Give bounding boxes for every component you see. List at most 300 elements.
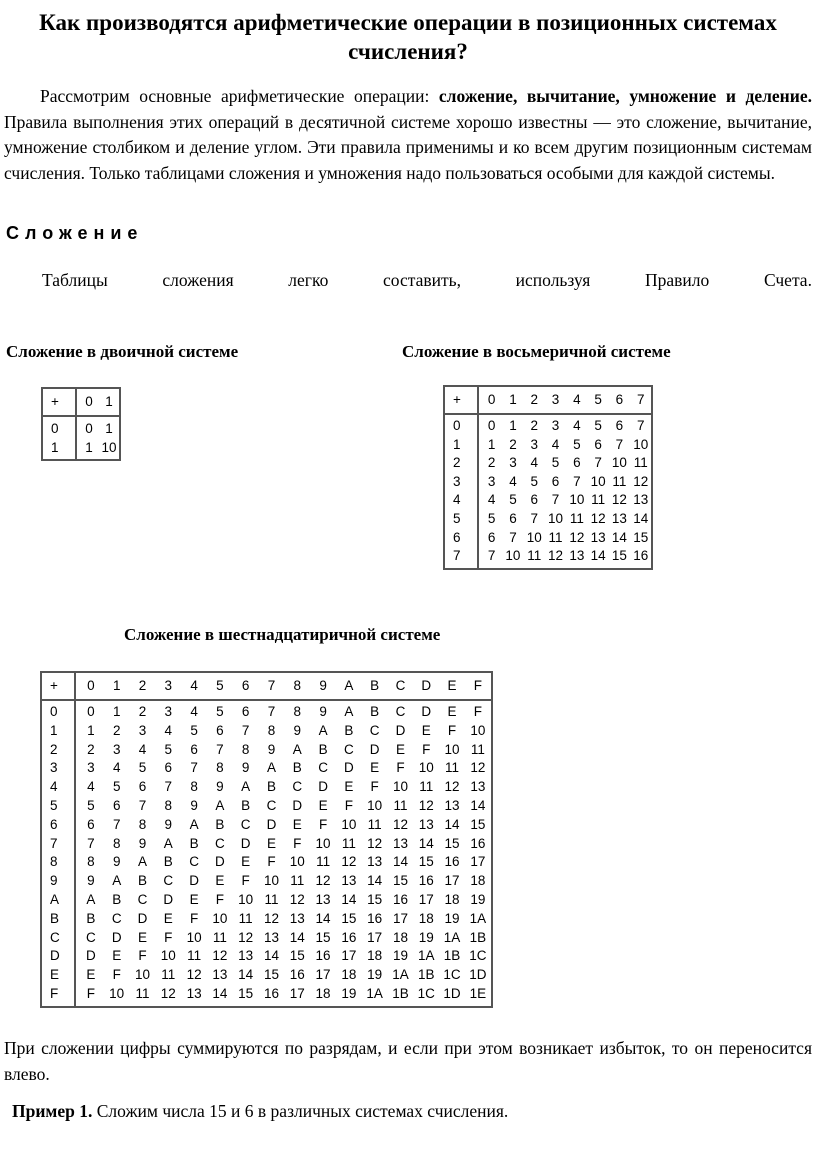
binary-sum-cell: 1 bbox=[85, 440, 93, 455]
hex-sum-cell: 11 bbox=[316, 854, 331, 870]
hex-row-label: 9 bbox=[50, 873, 58, 889]
octal-sum-cell: 5 bbox=[530, 473, 538, 489]
octal-row-label: 6 bbox=[453, 529, 461, 545]
hex-sum-cell: 19 bbox=[367, 967, 383, 983]
hex-sum-cell: 5 bbox=[138, 760, 147, 776]
carry-paragraph: При сложении цифры суммируются по разрядам, и если при этом возникает избыток, то он переносится влево. bbox=[4, 1038, 812, 1084]
octal-sum-cell: 14 bbox=[611, 529, 627, 545]
hex-sum-cell: E bbox=[318, 797, 328, 813]
hex-sum-cell: 4 bbox=[190, 704, 198, 719]
octal-table-row bbox=[481, 529, 651, 548]
hex-sum-cell: B bbox=[241, 797, 251, 813]
hex-sum-cell: C bbox=[86, 929, 96, 945]
hex-sum-cell: F bbox=[215, 891, 224, 907]
octal-header-digit: 4 bbox=[573, 392, 581, 407]
hex-table-row bbox=[78, 985, 491, 1004]
octal-header-digit: 1 bbox=[509, 392, 517, 407]
hex-sum-cell: 5 bbox=[112, 779, 121, 795]
hex-sum-cell: 19 bbox=[418, 929, 434, 945]
octal-sum-cell: 2 bbox=[530, 418, 538, 433]
octal-op-sign: + bbox=[453, 392, 461, 407]
octal-sum-cell: 11 bbox=[569, 510, 584, 526]
octal-sum-cell: 10 bbox=[590, 473, 606, 489]
hex-sum-cell: E bbox=[241, 854, 251, 870]
hex-sum-cell: 3 bbox=[112, 741, 121, 757]
tables-intro-word: Таблицы bbox=[42, 270, 108, 290]
hex-table-row bbox=[78, 778, 491, 797]
binary-sum-cell: 0 bbox=[85, 421, 93, 436]
hex-header-digit: 9 bbox=[319, 678, 327, 693]
hex-sum-cell: 19 bbox=[470, 891, 486, 907]
hex-row-label: 5 bbox=[50, 797, 58, 813]
hex-sum-cell: 10 bbox=[238, 891, 254, 907]
hex-sum-cell: 15 bbox=[392, 873, 408, 889]
octal-sum-cell: 10 bbox=[505, 548, 521, 564]
intro-paragraph bbox=[4, 84, 812, 186]
hex-sum-cell: 16 bbox=[315, 948, 331, 964]
hex-sum-cell: 1D bbox=[469, 967, 487, 983]
octal-sum-cell: 1 bbox=[509, 418, 517, 433]
hex-sum-cell: 18 bbox=[392, 929, 408, 945]
hex-sum-cell: B bbox=[137, 873, 147, 889]
hex-sum-cell: E bbox=[447, 704, 457, 719]
octal-table-row bbox=[481, 491, 651, 510]
octal-sum-cell: 4 bbox=[509, 473, 517, 489]
octal-header-digit: 5 bbox=[594, 392, 602, 407]
hex-sum-cell: 19 bbox=[341, 985, 357, 1001]
hex-sum-cell: 19 bbox=[444, 910, 460, 926]
binary-op-sign: + bbox=[51, 394, 59, 409]
hex-table-row bbox=[78, 741, 491, 760]
octal-sum-cell: 0 bbox=[487, 418, 496, 433]
hex-header-digit: 3 bbox=[164, 678, 173, 693]
hex-sum-cell: 9 bbox=[267, 741, 276, 757]
hex-sum-cell: 18 bbox=[367, 948, 383, 964]
octal-sum-cell: 7 bbox=[509, 529, 517, 545]
octal-sum-cell: 12 bbox=[633, 473, 649, 489]
hex-table-row bbox=[78, 835, 491, 854]
hex-sum-cell: 12 bbox=[238, 929, 254, 945]
hex-sum-cell: B bbox=[189, 835, 199, 851]
octal-sum-cell: 5 bbox=[594, 418, 602, 433]
hex-sum-cell: 11 bbox=[341, 835, 356, 851]
hex-sum-cell: C bbox=[318, 760, 328, 776]
octal-sum-cell: 13 bbox=[611, 510, 627, 526]
hex-sum-cell: B bbox=[86, 910, 96, 926]
octal-sum-cell: 5 bbox=[551, 455, 560, 471]
hex-sum-cell: D bbox=[111, 929, 122, 945]
hex-sum-cell: A bbox=[163, 835, 173, 851]
example-text: Сложим числа 15 и 6 в различных системах счисления. bbox=[92, 1101, 509, 1121]
example-line bbox=[12, 1101, 508, 1122]
octal-sum-cell: 6 bbox=[551, 473, 560, 489]
intro-text-1: Рассмотрим основные арифметические операции: bbox=[40, 86, 439, 106]
hex-sum-cell: 13 bbox=[212, 967, 228, 983]
hex-sum-cell: 12 bbox=[341, 854, 357, 870]
octal-sum-cell: 7 bbox=[636, 418, 645, 433]
hex-sum-cell: 9 bbox=[293, 722, 302, 738]
octal-sum-cell: 12 bbox=[611, 492, 627, 508]
intro-operations-bold: сложение, вычитание, умножение и деление. bbox=[438, 86, 812, 106]
hex-sum-cell: 8 bbox=[112, 835, 121, 851]
hex-sum-cell: 5 bbox=[216, 704, 224, 719]
octal-table-row bbox=[481, 436, 651, 455]
hex-sum-cell: 16 bbox=[367, 910, 383, 926]
hex-header-digit: 1 bbox=[112, 678, 121, 693]
hex-row-label: 3 bbox=[50, 760, 58, 776]
hex-sum-cell: 5 bbox=[164, 741, 173, 757]
octal-sum-cell: 13 bbox=[590, 529, 606, 545]
octal-sum-cell: 3 bbox=[530, 436, 538, 452]
octal-sum-cell: 3 bbox=[487, 473, 496, 489]
hex-sum-cell: 16 bbox=[470, 835, 486, 851]
hex-sum-cell: 10 bbox=[212, 910, 228, 926]
binary-row-label: 0 bbox=[51, 421, 59, 436]
hex-sum-cell: 1D bbox=[443, 985, 461, 1001]
octal-sum-cell: 15 bbox=[611, 548, 627, 564]
hex-sum-cell: A bbox=[292, 741, 302, 757]
hex-sum-cell: 15 bbox=[470, 816, 486, 832]
hex-sum-cell: 10 bbox=[109, 985, 125, 1001]
hex-sum-cell: 14 bbox=[444, 816, 460, 832]
hex-sum-cell: C bbox=[343, 741, 354, 757]
binary-header-digit: 0 bbox=[85, 394, 93, 409]
hex-sum-cell: 7 bbox=[241, 722, 250, 738]
hex-sum-cell: 10 bbox=[367, 797, 383, 813]
octal-sum-cell: 3 bbox=[551, 418, 560, 433]
hex-header-digit: 2 bbox=[138, 678, 147, 693]
hex-sum-cell: 10 bbox=[392, 779, 408, 795]
hex-sum-cell: 14 bbox=[212, 985, 228, 1001]
octal-sum-cell: 1 bbox=[487, 436, 496, 452]
hex-sum-cell: A bbox=[318, 722, 328, 738]
hex-sum-cell: 11 bbox=[290, 873, 305, 889]
hex-sum-cell: 13 bbox=[315, 891, 331, 907]
hex-sum-cell: 14 bbox=[418, 835, 434, 851]
hex-sum-cell: F bbox=[293, 835, 302, 851]
tables-intro-word: Правило bbox=[644, 270, 710, 290]
octal-sum-cell: 5 bbox=[509, 492, 517, 508]
hex-sum-cell: 16 bbox=[444, 854, 460, 870]
octal-sum-cell: 3 bbox=[509, 455, 517, 471]
octal-sum-cell: 6 bbox=[615, 418, 624, 433]
octal-sum-cell: 7 bbox=[487, 548, 496, 564]
hex-sum-cell: 1A bbox=[418, 948, 435, 964]
hex-addition-table bbox=[40, 671, 493, 1008]
octal-sum-cell: 4 bbox=[551, 436, 560, 452]
hex-sum-cell: F bbox=[396, 760, 405, 776]
hex-sum-cell: 8 bbox=[216, 760, 224, 776]
hex-sum-cell: 8 bbox=[87, 854, 95, 870]
hex-sum-cell: 10 bbox=[160, 948, 176, 964]
hex-sum-cell: 16 bbox=[418, 873, 434, 889]
octal-sum-cell: 2 bbox=[487, 455, 496, 471]
hex-sum-cell: 12 bbox=[263, 910, 279, 926]
hex-sum-cell: D bbox=[266, 816, 277, 832]
octal-sum-cell: 6 bbox=[487, 529, 496, 545]
tables-intro-word: легко bbox=[288, 270, 329, 290]
octal-sum-cell: 7 bbox=[530, 510, 538, 526]
hex-sum-cell: 3 bbox=[87, 760, 95, 776]
octal-table-row bbox=[481, 454, 651, 473]
octal-sum-cell: 7 bbox=[615, 436, 624, 452]
hex-sum-cell: E bbox=[137, 929, 147, 945]
hex-sum-cell: 13 bbox=[367, 854, 383, 870]
hex-sum-cell: D bbox=[292, 797, 303, 813]
octal-sum-cell: 14 bbox=[590, 548, 606, 564]
hex-sum-cell: B bbox=[112, 891, 122, 907]
tables-intro-line bbox=[42, 270, 812, 291]
hex-sum-cell: 8 bbox=[267, 722, 276, 738]
octal-row-label: 2 bbox=[453, 455, 461, 471]
hex-sum-cell: 14 bbox=[392, 854, 408, 870]
hex-sum-cell: 10 bbox=[315, 835, 331, 851]
hex-table-row bbox=[78, 797, 491, 816]
hex-sum-cell: 2 bbox=[138, 704, 147, 719]
hex-sum-cell: 12 bbox=[289, 891, 305, 907]
hex-sum-cell: 13 bbox=[392, 835, 408, 851]
hex-header-digit: E bbox=[447, 678, 457, 693]
hex-header-digit: D bbox=[421, 678, 432, 693]
octal-sum-cell: 7 bbox=[573, 473, 581, 489]
hex-sum-cell: 9 bbox=[87, 873, 95, 889]
hex-sum-cell: 13 bbox=[263, 929, 279, 945]
hex-sum-cell: 11 bbox=[264, 891, 279, 907]
hex-header-digit: 6 bbox=[241, 678, 250, 693]
hex-sum-cell: 7 bbox=[164, 779, 173, 795]
octal-sum-cell: 13 bbox=[633, 492, 649, 508]
hex-sum-cell: 17 bbox=[289, 985, 305, 1001]
hex-sum-cell: 16 bbox=[289, 967, 305, 983]
hex-sum-cell: D bbox=[240, 835, 251, 851]
hex-row-label: 6 bbox=[50, 816, 58, 832]
hex-sum-cell: 9 bbox=[216, 779, 224, 795]
hex-sum-cell: 8 bbox=[241, 741, 250, 757]
hex-sum-cell: C bbox=[215, 835, 225, 851]
hex-sum-cell: D bbox=[163, 891, 174, 907]
hex-sum-cell: 1B bbox=[392, 985, 409, 1001]
hex-sum-cell: 16 bbox=[392, 891, 408, 907]
hex-sum-cell: 4 bbox=[87, 779, 95, 795]
section-heading-addition: Сложение bbox=[6, 223, 144, 243]
hex-sum-cell: A bbox=[241, 779, 251, 795]
octal-sum-cell: 11 bbox=[612, 473, 627, 489]
binary-table-row bbox=[79, 419, 119, 438]
hex-sum-cell: F bbox=[344, 797, 353, 813]
octal-header-digit: 2 bbox=[530, 392, 538, 407]
hex-sum-cell: 0 bbox=[87, 704, 95, 719]
hex-sum-cell: 11 bbox=[161, 967, 176, 983]
hex-sum-cell: 10 bbox=[444, 741, 460, 757]
hex-sum-cell: 15 bbox=[444, 835, 460, 851]
octal-sum-cell: 10 bbox=[548, 510, 564, 526]
hex-sum-cell: E bbox=[86, 967, 96, 983]
hex-table-row bbox=[78, 966, 491, 985]
octal-caption: Сложение в восьмеричной системе bbox=[402, 342, 671, 361]
hex-sum-cell: 4 bbox=[164, 722, 173, 738]
hex-sum-cell: 11 bbox=[212, 929, 227, 945]
intro-text-2: Правила выполнения этих операций в десятичной системе хорошо известны — это сложение, вычитание, умножение столбиком и деление углом. Эти правила применимы и ко всем другим позиционным системам счисления. Только таблицами сложения и умножения надо пользоваться особыми для каждой системы. bbox=[4, 111, 812, 183]
hex-row-label: F bbox=[50, 985, 59, 1001]
example-label: Пример 1. bbox=[12, 1101, 93, 1121]
hex-sum-cell: 14 bbox=[367, 873, 383, 889]
hex-sum-cell: F bbox=[189, 910, 199, 926]
hex-sum-cell: 16 bbox=[263, 985, 279, 1001]
octal-table-row bbox=[481, 547, 651, 566]
hex-header-digit: 7 bbox=[267, 678, 276, 693]
hex-sum-cell: B bbox=[266, 779, 276, 795]
hex-sum-cell: 1C bbox=[417, 985, 435, 1001]
octal-sum-cell: 11 bbox=[548, 529, 563, 545]
hex-sum-cell: D bbox=[369, 741, 380, 757]
hex-sum-cell: 12 bbox=[444, 779, 460, 795]
hex-sum-cell: 14 bbox=[263, 948, 279, 964]
binary-header-digit: 1 bbox=[105, 394, 113, 409]
hex-sum-cell: 4 bbox=[112, 760, 121, 776]
hex-sum-cell: C bbox=[369, 722, 380, 738]
hex-op-sign: + bbox=[50, 678, 58, 693]
hex-sum-cell: 6 bbox=[138, 779, 147, 795]
hex-table-row bbox=[78, 759, 491, 778]
hex-sum-cell: 17 bbox=[392, 910, 408, 926]
hex-sum-cell: 15 bbox=[263, 967, 279, 983]
hex-sum-cell: 15 bbox=[418, 854, 434, 870]
hex-sum-cell: E bbox=[215, 873, 225, 889]
hex-sum-cell: 1 bbox=[87, 722, 95, 738]
binary-addition-table bbox=[41, 387, 121, 461]
hex-sum-cell: 13 bbox=[238, 948, 254, 964]
hex-sum-cell: C bbox=[163, 873, 174, 889]
octal-header-digit: 3 bbox=[551, 392, 560, 407]
hex-sum-cell: 9 bbox=[190, 797, 198, 813]
hex-sum-cell: F bbox=[422, 741, 431, 757]
hex-sum-cell: 12 bbox=[212, 948, 228, 964]
hex-sum-cell: 1A bbox=[469, 910, 487, 926]
hex-sum-cell: 12 bbox=[470, 760, 486, 776]
hex-sum-cell: 1B bbox=[418, 967, 435, 983]
hex-sum-cell: B bbox=[318, 741, 328, 757]
hex-sum-cell: 11 bbox=[470, 741, 485, 757]
hex-sum-cell: 7 bbox=[138, 797, 147, 813]
hex-row-label: D bbox=[50, 948, 60, 964]
hex-header-digit: 5 bbox=[216, 678, 224, 693]
hex-sum-cell: E bbox=[163, 910, 173, 926]
hex-sum-cell: 6 bbox=[112, 797, 121, 813]
hex-sum-cell: 4 bbox=[138, 741, 147, 757]
hex-sum-cell: D bbox=[215, 854, 225, 870]
octal-sum-cell: 15 bbox=[633, 529, 649, 545]
binary-caption: Сложение в двоичной системе bbox=[6, 342, 239, 361]
hex-sum-cell: A bbox=[344, 704, 354, 719]
octal-sum-cell: 10 bbox=[569, 492, 585, 508]
hex-sum-cell: 10 bbox=[341, 816, 357, 832]
octal-sum-cell: 5 bbox=[573, 436, 581, 452]
octal-header-digit: 0 bbox=[487, 392, 496, 407]
binary-sum-cell: 1 bbox=[105, 421, 113, 436]
hex-sum-cell: 11 bbox=[393, 797, 408, 813]
hex-sum-cell: D bbox=[189, 873, 199, 889]
hex-sum-cell: 11 bbox=[367, 816, 382, 832]
hex-sum-cell: 17 bbox=[315, 967, 331, 983]
hex-sum-cell: A bbox=[215, 797, 225, 813]
hex-header-digit: B bbox=[370, 678, 380, 693]
hex-sum-cell: B bbox=[370, 704, 380, 719]
hex-sum-cell: 14 bbox=[289, 929, 305, 945]
hex-sum-cell: 9 bbox=[319, 704, 327, 719]
hex-sum-cell: 16 bbox=[341, 929, 357, 945]
hex-sum-cell: 17 bbox=[367, 929, 383, 945]
hex-sum-cell: 10 bbox=[289, 854, 305, 870]
hex-sum-cell: 13 bbox=[470, 779, 486, 795]
hex-sum-cell: E bbox=[370, 760, 380, 776]
octal-sum-cell: 10 bbox=[633, 436, 649, 452]
octal-sum-cell: 12 bbox=[590, 510, 606, 526]
binary-sum-cell: 10 bbox=[101, 440, 117, 455]
hex-sum-cell: 1C bbox=[443, 967, 461, 983]
hex-sum-cell: 13 bbox=[444, 797, 460, 813]
hex-sum-cell: 18 bbox=[444, 891, 460, 907]
hex-sum-cell: 1B bbox=[469, 929, 487, 945]
octal-sum-cell: 12 bbox=[548, 548, 564, 564]
octal-row-label: 7 bbox=[453, 548, 461, 564]
hex-sum-cell: 18 bbox=[470, 873, 486, 889]
hex-sum-cell: 7 bbox=[216, 741, 224, 757]
hex-sum-cell: 3 bbox=[164, 704, 173, 719]
octal-sum-cell: 2 bbox=[509, 436, 517, 452]
hex-sum-cell: C bbox=[111, 910, 122, 926]
hex-sum-cell: 10 bbox=[134, 967, 150, 983]
hex-row-label: E bbox=[50, 967, 60, 983]
hex-sum-cell: E bbox=[421, 722, 431, 738]
hex-sum-cell: 2 bbox=[87, 741, 95, 757]
hex-sum-cell: 9 bbox=[112, 854, 121, 870]
octal-addition-table bbox=[443, 385, 653, 570]
hex-sum-cell: A bbox=[86, 891, 96, 907]
hex-sum-cell: 11 bbox=[238, 910, 253, 926]
hex-header-digit: 8 bbox=[293, 678, 302, 693]
hex-sum-cell: D bbox=[421, 704, 432, 719]
octal-sum-cell: 11 bbox=[527, 548, 542, 564]
hex-sum-cell: 13 bbox=[289, 910, 305, 926]
hex-sum-cell: 11 bbox=[135, 985, 150, 1001]
hex-sum-cell: F bbox=[447, 722, 457, 738]
octal-table-row bbox=[481, 510, 651, 529]
hex-sum-cell: F bbox=[86, 985, 96, 1001]
hex-sum-cell: 9 bbox=[138, 835, 147, 851]
hex-sum-cell: 13 bbox=[418, 816, 434, 832]
octal-sum-cell: 11 bbox=[591, 492, 606, 508]
octal-row-label: 3 bbox=[453, 473, 461, 489]
octal-sum-cell: 14 bbox=[633, 510, 649, 526]
hex-sum-cell: F bbox=[138, 948, 147, 964]
octal-sum-cell: 6 bbox=[594, 436, 602, 452]
hex-sum-cell: 7 bbox=[267, 704, 276, 719]
hex-sum-cell: C bbox=[137, 891, 148, 907]
octal-row-label: 4 bbox=[453, 492, 461, 508]
hex-table-row bbox=[78, 947, 491, 966]
hex-row-label: A bbox=[50, 891, 60, 907]
hex-sum-cell: 11 bbox=[445, 760, 460, 776]
hex-sum-cell: 11 bbox=[187, 948, 202, 964]
binary-row-label: 1 bbox=[51, 440, 59, 455]
octal-sum-cell: 6 bbox=[573, 455, 581, 471]
hex-sum-cell: A bbox=[137, 854, 147, 870]
octal-sum-cell: 11 bbox=[633, 455, 648, 471]
tables-intro-word: используя bbox=[515, 270, 591, 290]
hex-sum-cell: C bbox=[395, 704, 406, 719]
hex-sum-cell: D bbox=[395, 722, 406, 738]
hex-row-label: 1 bbox=[50, 722, 58, 738]
